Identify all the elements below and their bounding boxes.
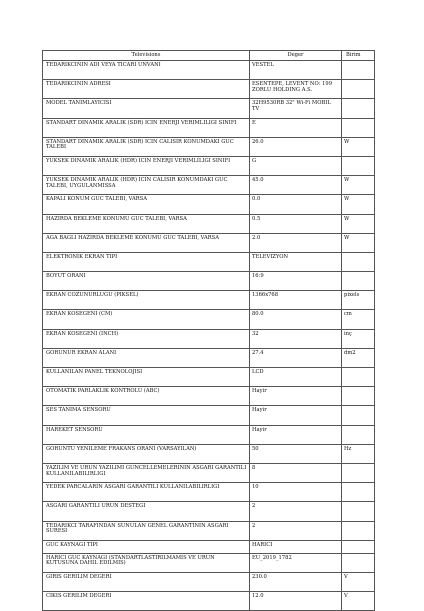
table-row bbox=[43, 80, 375, 99]
row-unit bbox=[342, 425, 375, 444]
table-row bbox=[43, 310, 375, 329]
row-unit: W bbox=[342, 233, 375, 252]
row-value: 26.0 bbox=[250, 137, 342, 156]
table-row bbox=[43, 272, 375, 291]
row-label: EKRAN COZUNURLUGU (PIKSEL) bbox=[43, 291, 250, 310]
row-unit bbox=[342, 483, 375, 502]
table-row bbox=[43, 592, 375, 611]
row-label: ELEKTRONIK EKRAN TIPI bbox=[43, 252, 250, 271]
row-value: 32H9530RB 32" Wi-Fi MOBIL TV bbox=[250, 99, 342, 118]
row-label: GUC KAYNAGI TIPI bbox=[43, 540, 250, 553]
row-value: 80.0 bbox=[250, 310, 342, 329]
row-value: 12.0 bbox=[250, 592, 342, 611]
row-unit bbox=[342, 406, 375, 425]
table-row bbox=[43, 572, 375, 591]
table-row bbox=[43, 368, 375, 387]
row-unit bbox=[342, 252, 375, 271]
row-label: YUKSEK DINAMIK ARALIK (HDR) ICIN ENERJI VERIMLILIGI SINIFI bbox=[43, 156, 250, 175]
table-row bbox=[43, 406, 375, 425]
row-label: HAZIRDA BEKLEME KONUMU GUC TALEBI, VARSA bbox=[43, 214, 250, 233]
row-label: SES TANIMA SENSORU bbox=[43, 406, 250, 425]
table-row bbox=[43, 502, 375, 521]
row-value: 0.5 bbox=[250, 214, 342, 233]
row-unit bbox=[342, 118, 375, 137]
table-row bbox=[43, 252, 375, 271]
table-row bbox=[43, 444, 375, 463]
row-value: 2 bbox=[250, 521, 342, 540]
row-value: 50 bbox=[250, 444, 342, 463]
row-label: CIKIS GERILIM DEGERI bbox=[43, 592, 250, 611]
row-label: GORUNUR EKRAN ALANI bbox=[43, 348, 250, 367]
table-header-row bbox=[43, 51, 375, 61]
row-label: YAZILIM VE URUN YAZILIMI GUNCELLEMELERININ ASGARI GARANTILI KULLANILABILIRLIGI bbox=[43, 463, 250, 482]
row-unit bbox=[342, 521, 375, 540]
row-value: 32 bbox=[250, 329, 342, 348]
spec-table bbox=[42, 50, 375, 611]
row-unit bbox=[342, 540, 375, 553]
row-unit: inç bbox=[342, 329, 375, 348]
row-label: TEDARIKCININ ADI VEYA TICARI UNVANI bbox=[43, 61, 250, 80]
row-unit: W bbox=[342, 137, 375, 156]
row-value: Hayir bbox=[250, 425, 342, 444]
table-row bbox=[43, 483, 375, 502]
row-value: Hayir bbox=[250, 387, 342, 406]
row-unit: V bbox=[342, 572, 375, 591]
table-row bbox=[43, 233, 375, 252]
row-value: HARICI bbox=[250, 540, 342, 553]
row-unit: W bbox=[342, 214, 375, 233]
row-label: BOYUT ORANI bbox=[43, 272, 250, 291]
table-row bbox=[43, 214, 375, 233]
row-value: E bbox=[250, 118, 342, 137]
table-row bbox=[43, 387, 375, 406]
table-body bbox=[43, 61, 375, 611]
table-row bbox=[43, 329, 375, 348]
row-label: STANDART DINAMIK ARALIK (SDR) ICIN CALISIR KONUMDAKI GUC TALEBI bbox=[43, 137, 250, 156]
row-value: TELEVIZYON bbox=[250, 252, 342, 271]
row-label: KULLANILAN PANEL TEKNOLOJISI bbox=[43, 368, 250, 387]
row-unit bbox=[342, 502, 375, 521]
row-unit: W bbox=[342, 176, 375, 195]
row-value: 8 bbox=[250, 463, 342, 482]
row-unit: cm bbox=[342, 310, 375, 329]
table-row bbox=[43, 553, 375, 572]
row-label: HAREKET SENSORU bbox=[43, 425, 250, 444]
row-value: 230.0 bbox=[250, 572, 342, 591]
table-row bbox=[43, 195, 375, 214]
row-unit bbox=[342, 156, 375, 175]
row-value: 27.4 bbox=[250, 348, 342, 367]
row-label: GORUNTU YENILEME FRAKANS ORANI (VARSAYILAN) bbox=[43, 444, 250, 463]
row-value: 0.0 bbox=[250, 195, 342, 214]
header-deger: Deger bbox=[250, 51, 342, 61]
row-label: STANDART DINAMIK ARALIK (SDR) ICIN ENERJI VERIMLILIGI SINIFI bbox=[43, 118, 250, 137]
row-unit: V bbox=[342, 592, 375, 611]
row-label: TEDARIKCININ ADRESI bbox=[43, 80, 250, 99]
row-value: 2.0 bbox=[250, 233, 342, 252]
row-unit bbox=[342, 387, 375, 406]
row-value: ESENTEPE, LEVENT NO: 199 ZORLU HOLDING A.S. bbox=[250, 80, 342, 99]
row-value: 45.0 bbox=[250, 176, 342, 195]
row-value: 10 bbox=[250, 483, 342, 502]
row-unit: pixels bbox=[342, 291, 375, 310]
table-row bbox=[43, 540, 375, 553]
row-unit bbox=[342, 61, 375, 80]
row-label: GIRIS GERILIM DEGERI bbox=[43, 572, 250, 591]
table-row bbox=[43, 156, 375, 175]
row-unit bbox=[342, 272, 375, 291]
row-label: TEDARIKCI TARAFINDAN SUNULAN GENEL GARANTININ ASGARI SURESI bbox=[43, 521, 250, 540]
table-row bbox=[43, 463, 375, 482]
row-value: 16:9 bbox=[250, 272, 342, 291]
row-value: G bbox=[250, 156, 342, 175]
table-row bbox=[43, 425, 375, 444]
row-unit bbox=[342, 99, 375, 118]
table-row bbox=[43, 348, 375, 367]
row-value: 2 bbox=[250, 502, 342, 521]
row-label: YEDEK PARCALARIN ASGARI GARANTILI KULLANILABILIRLIGI bbox=[43, 483, 250, 502]
header-televisions: Televisions bbox=[43, 51, 250, 61]
row-value: 1366x768 bbox=[250, 291, 342, 310]
row-label: MODEL TANIMLAYICISI bbox=[43, 99, 250, 118]
table-row bbox=[43, 176, 375, 195]
table-row bbox=[43, 99, 375, 118]
row-label: OTOMATIK PARLAKLIK KONTROLU (ABC) bbox=[43, 387, 250, 406]
row-unit bbox=[342, 553, 375, 572]
row-label: AGA BAGLI HAZIRDA BEKLEME KONUMU GUC TALEBI, VARSA bbox=[43, 233, 250, 252]
row-unit: W bbox=[342, 195, 375, 214]
table-row bbox=[43, 291, 375, 310]
row-value: VESTEL bbox=[250, 61, 342, 80]
row-value: LCD bbox=[250, 368, 342, 387]
row-unit: dm2 bbox=[342, 348, 375, 367]
table-row bbox=[43, 118, 375, 137]
row-unit bbox=[342, 368, 375, 387]
row-value: Hayir bbox=[250, 406, 342, 425]
row-label: ASGARI GARANTILI URUN DESTEGI bbox=[43, 502, 250, 521]
header-birim: Birim bbox=[342, 51, 375, 61]
row-label: KAPALI KONUM GUC TALEBI, VARSA bbox=[43, 195, 250, 214]
table-row bbox=[43, 137, 375, 156]
row-label: YUKSEK DINAMIK ARALIK (HDR) ICIN CALISIR KONUMDAKI GUC TALEBI, UYGULANMISSA bbox=[43, 176, 250, 195]
row-label: HARICI GUC KAYNAGI (STANDARTLASTIRILMAMIS VE URUN KUTUSUNA DAHIL EDILMIS) bbox=[43, 553, 250, 572]
row-label: EKRAN KOSEGENI (CM) bbox=[43, 310, 250, 329]
row-value: EU_2019_1782 bbox=[250, 553, 342, 572]
row-unit: Hz bbox=[342, 444, 375, 463]
table-row bbox=[43, 521, 375, 540]
row-unit bbox=[342, 463, 375, 482]
row-label: EKRAN KOSEGENI (INCH) bbox=[43, 329, 250, 348]
row-unit bbox=[342, 80, 375, 99]
table-row bbox=[43, 61, 375, 80]
